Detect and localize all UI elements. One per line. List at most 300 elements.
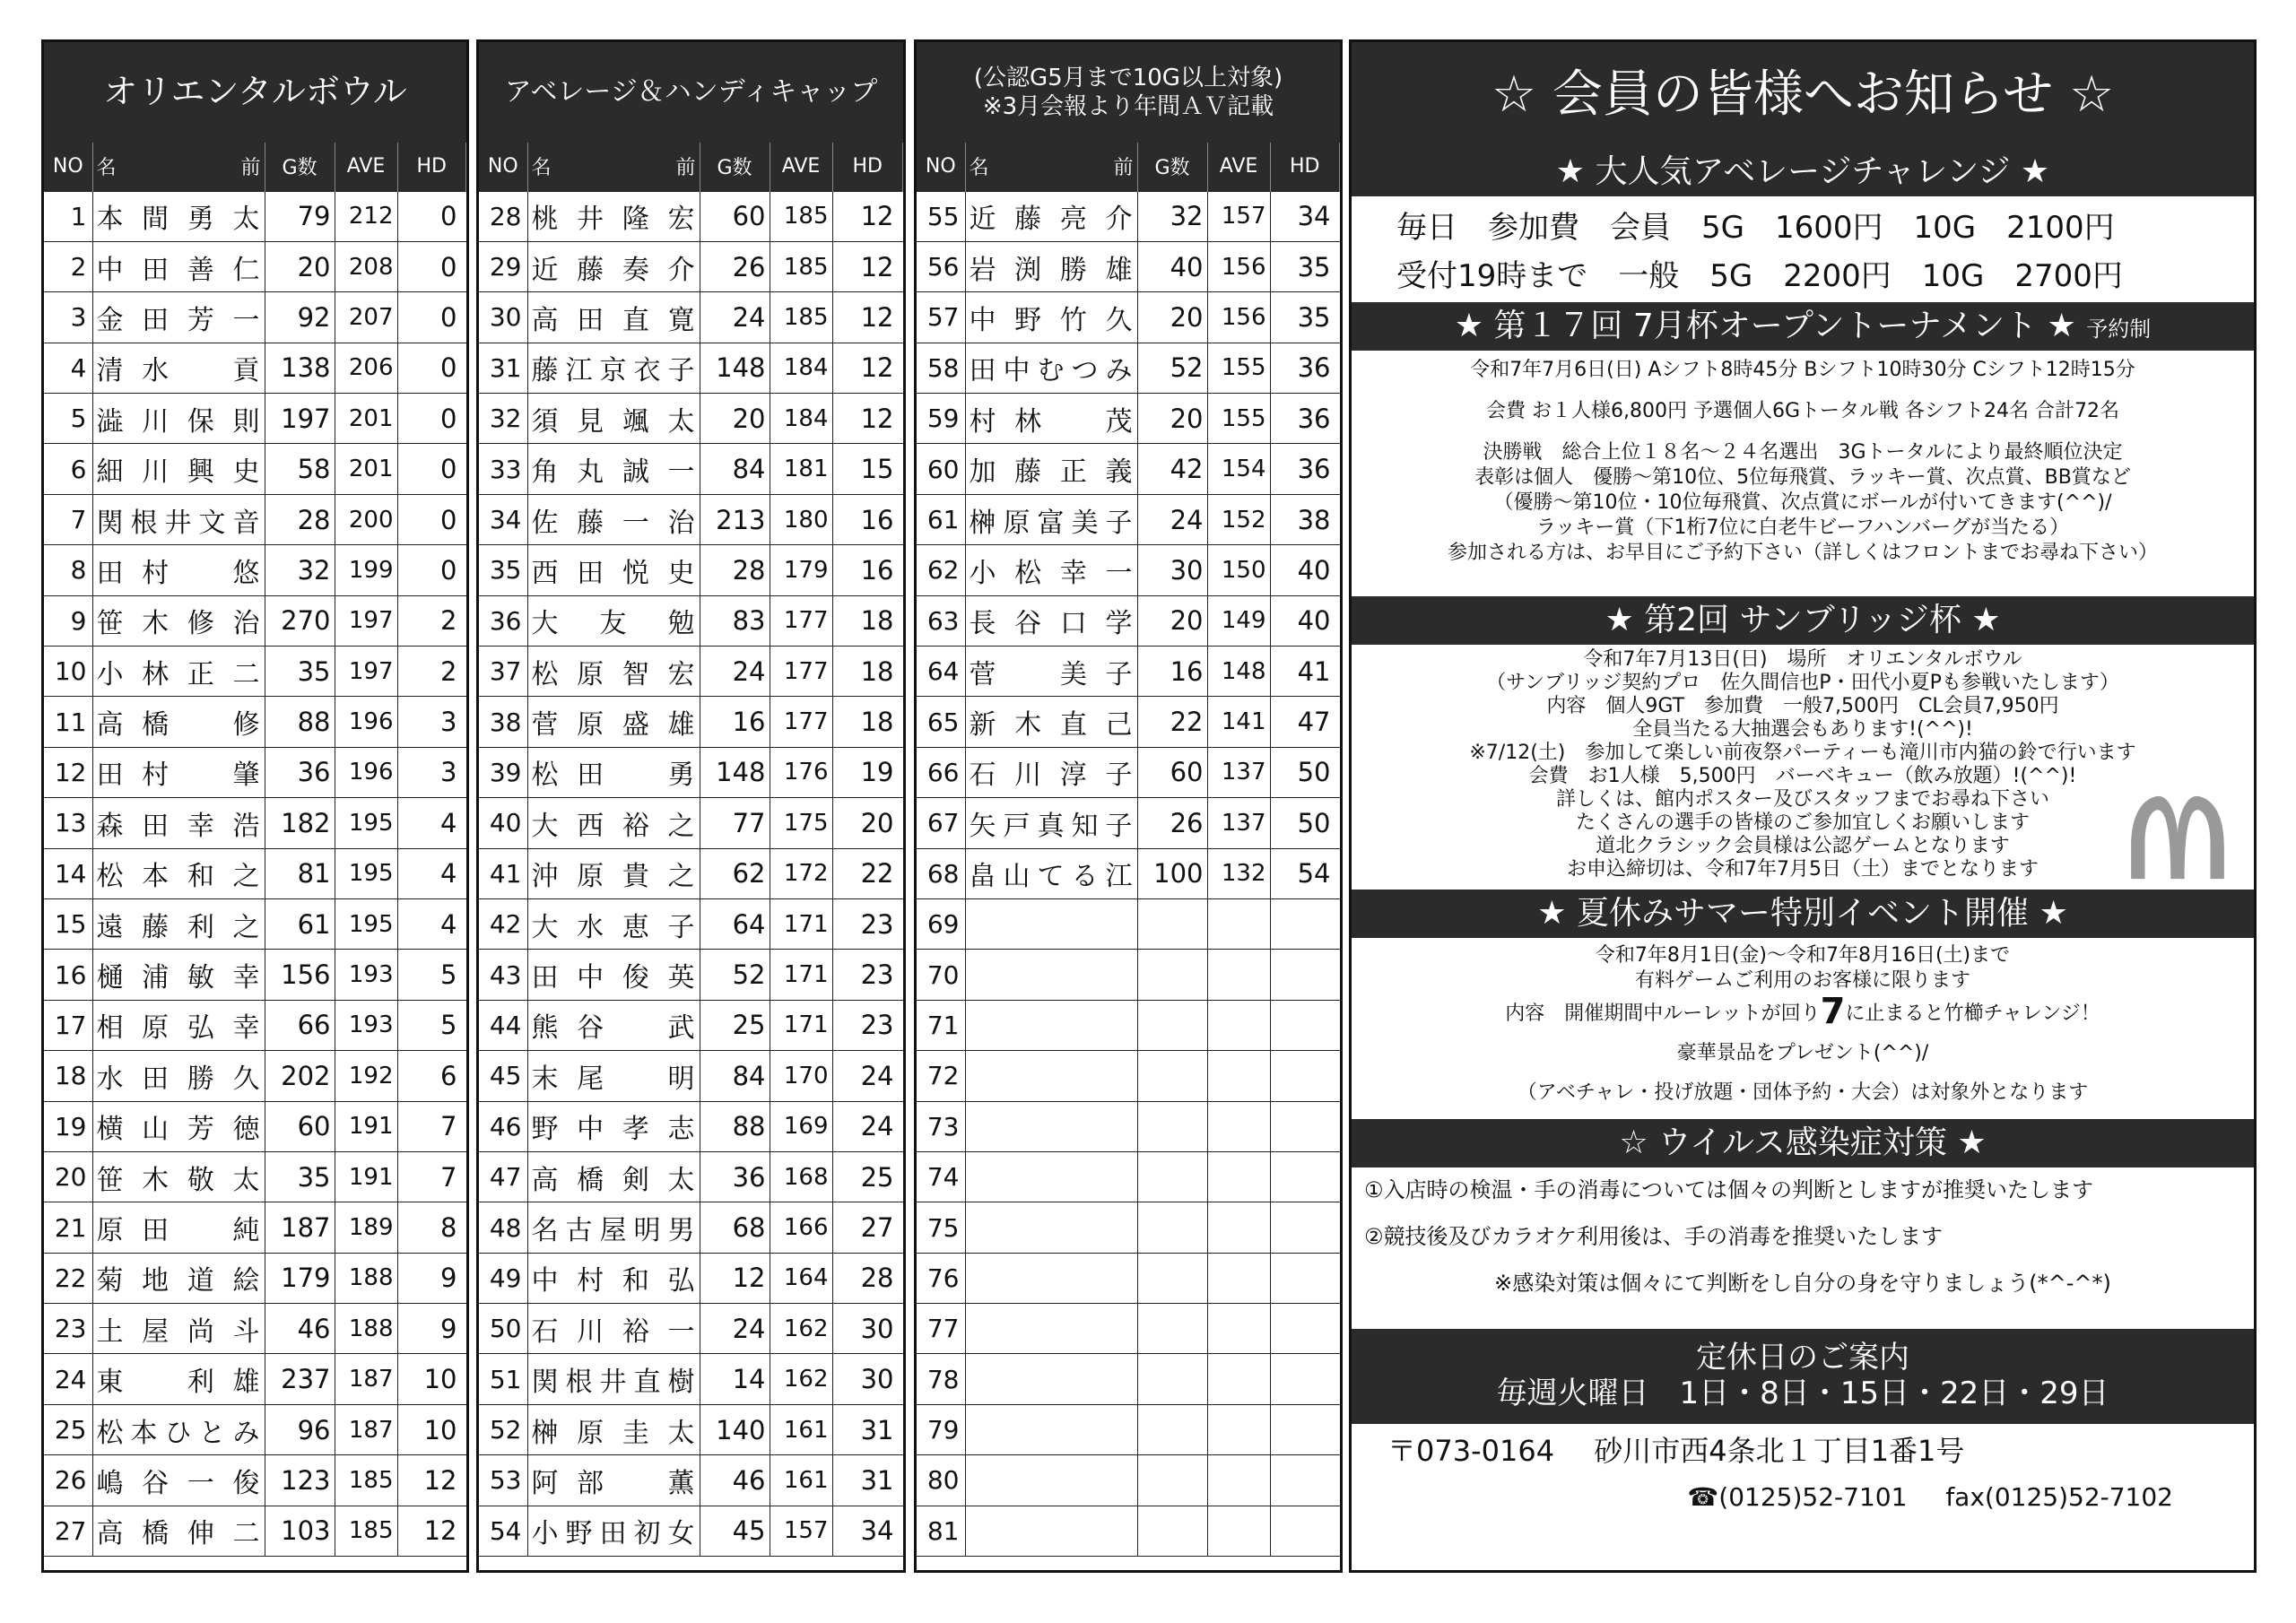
virus-header: ☆ ウイルス感染症対策 ★ xyxy=(1352,1119,2254,1167)
handicap-value: 5 xyxy=(397,1000,466,1050)
closed-title: 定休日のご案内 xyxy=(1696,1340,1909,1376)
games-count: 30 xyxy=(1137,545,1207,595)
average-score: 207 xyxy=(335,292,397,343)
average-score: 185 xyxy=(335,1455,397,1506)
player-name: 菊地道絵 xyxy=(92,1253,265,1303)
player-name: 野中孝志 xyxy=(527,1101,700,1151)
player-name xyxy=(965,1101,1137,1151)
player-name: 西田悦史 xyxy=(527,545,700,595)
average-score: 181 xyxy=(770,444,832,494)
average-score: 195 xyxy=(335,848,397,898)
table-row xyxy=(44,494,466,544)
games-count xyxy=(1137,950,1207,1000)
player-name: 近藤奏介 xyxy=(527,241,700,291)
sunbridge-line: 全員当たる大抽選会もあります!(^^)! xyxy=(1632,718,1973,741)
player-name xyxy=(965,1404,1137,1454)
games-count: 237 xyxy=(265,1354,335,1404)
rank-number: 26 xyxy=(44,1455,92,1506)
rank-number: 59 xyxy=(917,394,965,444)
player-name: 名古屋明男 xyxy=(527,1202,700,1253)
average-score: 177 xyxy=(770,697,832,747)
average-score: 195 xyxy=(335,898,397,949)
header-average: AVE xyxy=(335,143,397,191)
games-count: 25 xyxy=(700,1000,770,1050)
games-count: 32 xyxy=(1137,191,1207,241)
average-score xyxy=(1207,1455,1270,1506)
handicap-value: 0 xyxy=(397,444,466,494)
handicap-value: 16 xyxy=(832,545,903,595)
player-name: 矢戸真知子 xyxy=(965,798,1137,848)
games-count: 16 xyxy=(700,697,770,747)
handicap-value: 41 xyxy=(1270,647,1340,697)
average-score xyxy=(1207,950,1270,1000)
handicap-value: 7 xyxy=(397,1101,466,1151)
average-score: 149 xyxy=(1207,595,1270,646)
games-count: 77 xyxy=(700,798,770,848)
games-count: 182 xyxy=(265,798,335,848)
handicap-value: 0 xyxy=(397,545,466,595)
postal-code: 〒073-0164 xyxy=(1387,1434,1555,1468)
summer-line: 令和7年8月1日(金)～令和7年8月16日(土)まで xyxy=(1595,944,2011,967)
rank-number: 15 xyxy=(44,898,92,949)
player-name xyxy=(965,898,1137,949)
handicap-value xyxy=(1270,1455,1340,1506)
table-row xyxy=(479,950,903,1000)
player-name: 小松幸一 xyxy=(965,545,1137,595)
games-count: 103 xyxy=(265,1506,335,1556)
ranking-table xyxy=(479,143,903,1557)
rank-number: 3 xyxy=(44,292,92,343)
summer-body xyxy=(1352,938,2254,1119)
average-score xyxy=(1207,1202,1270,1253)
table-row xyxy=(44,1455,466,1506)
handicap-value: 22 xyxy=(832,848,903,898)
games-count xyxy=(1137,1000,1207,1050)
average-score: 161 xyxy=(770,1404,832,1454)
handicap-value: 35 xyxy=(1270,241,1340,291)
player-name: 桃井隆宏 xyxy=(527,191,700,241)
average-score: 187 xyxy=(335,1404,397,1454)
games-count: 187 xyxy=(265,1202,335,1253)
header-name-a: 名 xyxy=(531,157,552,180)
handicap-value xyxy=(1270,1253,1340,1303)
games-count: 22 xyxy=(1137,697,1207,747)
average-score: 137 xyxy=(1207,798,1270,848)
games-count: 100 xyxy=(1137,848,1207,898)
table-row xyxy=(479,545,903,595)
player-name: 近藤亮介 xyxy=(965,191,1137,241)
handicap-value xyxy=(1270,1304,1340,1354)
summer-line: 有料ゲームご利用のお客様に限ります xyxy=(1634,969,1970,992)
games-count: 42 xyxy=(1137,444,1207,494)
table-row xyxy=(479,241,903,291)
average-score: 199 xyxy=(335,545,397,595)
table-row xyxy=(479,1051,903,1101)
rank-number: 78 xyxy=(917,1354,965,1404)
rank-number: 62 xyxy=(917,545,965,595)
table-row xyxy=(44,1202,466,1253)
handicap-value: 12 xyxy=(397,1455,466,1506)
sunbridge-line: 内容 個人9GT 参加費 一般7,500円 CL会員7,950円 xyxy=(1546,695,2059,717)
average-score xyxy=(1207,1051,1270,1101)
rank-number: 30 xyxy=(479,292,527,343)
table-row xyxy=(44,1151,466,1202)
handicap-value: 24 xyxy=(832,1051,903,1101)
player-name: 松原智宏 xyxy=(527,647,700,697)
summer-content-c: に止まると竹櫛チャレンジ！ xyxy=(1845,1002,2100,1025)
rank-number: 19 xyxy=(44,1101,92,1151)
rank-number: 13 xyxy=(44,798,92,848)
average-score: 156 xyxy=(1207,292,1270,343)
table-row xyxy=(479,697,903,747)
avg-challenge-body xyxy=(1352,196,2254,302)
handicap-value: 25 xyxy=(832,1151,903,1202)
avg-challenge-line: 毎日 参加費 会員 5G 1600円 10G 2100円 xyxy=(1396,210,2115,246)
table-row xyxy=(44,798,466,848)
rank-number: 5 xyxy=(44,394,92,444)
phone-number: ☎(0125)52-7101 xyxy=(1687,1482,1908,1512)
ranking-table xyxy=(44,143,466,1557)
average-score: 197 xyxy=(335,595,397,646)
player-name: 新木直己 xyxy=(965,697,1137,747)
games-count xyxy=(1137,1404,1207,1454)
average-score: 177 xyxy=(770,647,832,697)
rank-number: 57 xyxy=(917,292,965,343)
games-count: 58 xyxy=(265,444,335,494)
rank-number: 33 xyxy=(479,444,527,494)
header-name-b: 前 xyxy=(1113,157,1134,180)
games-count: 88 xyxy=(265,697,335,747)
average-score: 196 xyxy=(335,697,397,747)
player-name: 中野竹久 xyxy=(965,292,1137,343)
handicap-value: 0 xyxy=(397,292,466,343)
average-score: 201 xyxy=(335,444,397,494)
table-row xyxy=(917,898,1340,949)
table-row xyxy=(479,647,903,697)
header-games: G数 xyxy=(1137,143,1207,191)
games-count: 24 xyxy=(700,292,770,343)
rank-number: 75 xyxy=(917,1202,965,1253)
games-count: 62 xyxy=(700,848,770,898)
player-name: 須見颯太 xyxy=(527,394,700,444)
average-score: 193 xyxy=(335,1000,397,1050)
table-row xyxy=(479,848,903,898)
address-block xyxy=(1352,1424,2254,1524)
games-count: 28 xyxy=(265,494,335,544)
average-score: 157 xyxy=(1207,191,1270,241)
player-name: 田中俊英 xyxy=(527,950,700,1000)
ranking-table xyxy=(917,143,1340,1557)
player-name: 田村 悠 xyxy=(92,545,265,595)
player-name: 笹木修治 xyxy=(92,595,265,646)
table-row xyxy=(479,1202,903,1253)
average-score: 185 xyxy=(770,241,832,291)
games-count xyxy=(1137,1354,1207,1404)
rank-number: 16 xyxy=(44,950,92,1000)
player-name: 澁川保則 xyxy=(92,394,265,444)
average-score: 185 xyxy=(770,191,832,241)
player-name: 小野田初女 xyxy=(527,1506,700,1556)
rank-number: 8 xyxy=(44,545,92,595)
panel-title-line2: ※3月会報より年間ＡＶ記載 xyxy=(982,93,1274,120)
games-count: 60 xyxy=(1137,747,1207,797)
rank-number: 71 xyxy=(917,1000,965,1050)
panel-title-line1: (公認G5月まで10G以上対象) xyxy=(973,64,1283,91)
games-count: 20 xyxy=(700,394,770,444)
table-row xyxy=(479,343,903,393)
average-score xyxy=(1207,1000,1270,1050)
handicap-value: 36 xyxy=(1270,444,1340,494)
player-name: 原田 純 xyxy=(92,1202,265,1253)
rank-number: 18 xyxy=(44,1051,92,1101)
table-row xyxy=(44,747,466,797)
table-row xyxy=(479,494,903,544)
handicap-value xyxy=(1270,1151,1340,1202)
table-row xyxy=(917,1404,1340,1454)
rank-number: 28 xyxy=(479,191,527,241)
table-row xyxy=(479,1151,903,1202)
average-score: 155 xyxy=(1207,394,1270,444)
rank-number: 14 xyxy=(44,848,92,898)
rank-number: 49 xyxy=(479,1253,527,1303)
average-score: 157 xyxy=(770,1506,832,1556)
rank-number: 22 xyxy=(44,1253,92,1303)
rank-number: 80 xyxy=(917,1455,965,1506)
summer-content-a: 内容 開催期間中ルーレットが回り xyxy=(1505,1002,1821,1025)
table-row xyxy=(917,697,1340,747)
games-count: 24 xyxy=(1137,494,1207,544)
games-count: 35 xyxy=(265,647,335,697)
player-name: 榊原富美子 xyxy=(965,494,1137,544)
player-name: 大 友 勉 xyxy=(527,595,700,646)
table-row xyxy=(479,595,903,646)
handicap-value: 35 xyxy=(1270,292,1340,343)
games-count xyxy=(1137,1151,1207,1202)
player-name: 東 利雄 xyxy=(92,1354,265,1404)
rank-number: 61 xyxy=(917,494,965,544)
handicap-value xyxy=(1270,1051,1340,1101)
table-row xyxy=(44,1000,466,1050)
notice-title: ☆ 会員の皆様へお知らせ ☆ xyxy=(1352,42,2254,148)
table-row xyxy=(917,545,1340,595)
table-row xyxy=(917,1101,1340,1151)
games-count: 60 xyxy=(265,1101,335,1151)
handicap-value: 7 xyxy=(397,1151,466,1202)
panel-title xyxy=(917,42,1340,143)
rank-number: 47 xyxy=(479,1151,527,1202)
rank-number: 45 xyxy=(479,1051,527,1101)
rank-number: 29 xyxy=(479,241,527,291)
header-average: AVE xyxy=(1207,143,1270,191)
average-score: 169 xyxy=(770,1101,832,1151)
handicap-value: 18 xyxy=(832,595,903,646)
handicap-value xyxy=(1270,1404,1340,1454)
table-row xyxy=(917,394,1340,444)
sunbridge-header: ★ 第2回 サンブリッジ杯 ★ xyxy=(1352,596,2254,645)
rank-number: 55 xyxy=(917,191,965,241)
handicap-value: 15 xyxy=(832,444,903,494)
games-count: 64 xyxy=(700,898,770,949)
table-row xyxy=(44,950,466,1000)
handicap-value: 10 xyxy=(397,1404,466,1454)
header-games: G数 xyxy=(700,143,770,191)
contact-line xyxy=(1387,1474,2218,1521)
header-games: G数 xyxy=(265,143,335,191)
player-name: 松本ひとみ xyxy=(92,1404,265,1454)
games-count: 84 xyxy=(700,1051,770,1101)
games-count: 81 xyxy=(265,848,335,898)
notice-panel xyxy=(1349,39,2257,1573)
table-row xyxy=(917,747,1340,797)
rank-number: 23 xyxy=(44,1304,92,1354)
games-count: 140 xyxy=(700,1404,770,1454)
games-count: 148 xyxy=(700,343,770,393)
rank-number: 69 xyxy=(917,898,965,949)
ranking-panel-3 xyxy=(914,39,1343,1573)
player-name: 横山芳徳 xyxy=(92,1101,265,1151)
handicap-value xyxy=(1270,1101,1340,1151)
open-tournament-header xyxy=(1352,302,2254,351)
table-row xyxy=(44,647,466,697)
table-row xyxy=(917,444,1340,494)
games-count xyxy=(1137,1506,1207,1556)
player-name: 細川興史 xyxy=(92,444,265,494)
table-row xyxy=(479,292,903,343)
sunbridge-line: 令和7年7月13日(日) 場所 オリエンタルボウル xyxy=(1583,648,2022,671)
handicap-value: 24 xyxy=(832,1101,903,1151)
table-row xyxy=(44,343,466,393)
games-count: 197 xyxy=(265,394,335,444)
handicap-value: 0 xyxy=(397,394,466,444)
avg-challenge-line: 受付19時まで 一般 5G 2200円 10G 2700円 xyxy=(1396,258,2123,294)
rank-number: 77 xyxy=(917,1304,965,1354)
rank-number: 21 xyxy=(44,1202,92,1253)
average-score: 171 xyxy=(770,950,832,1000)
open-line: 参加される方は、お早目にご予約下さい（詳しくはフロントまでお尋ね下さい） xyxy=(1447,542,2158,564)
handicap-value: 28 xyxy=(832,1253,903,1303)
average-score: 188 xyxy=(335,1304,397,1354)
rank-number: 9 xyxy=(44,595,92,646)
average-score xyxy=(1207,1151,1270,1202)
player-name: 畠山てる江 xyxy=(965,848,1137,898)
table-row xyxy=(917,595,1340,646)
handicap-value: 3 xyxy=(397,697,466,747)
rank-number: 73 xyxy=(917,1101,965,1151)
average-score: 168 xyxy=(770,1151,832,1202)
games-count: 138 xyxy=(265,343,335,393)
average-score: 148 xyxy=(1207,647,1270,697)
open-line: 決勝戦 総合上位１８名～２４名選出 3Gトータルにより最終順位決定 xyxy=(1483,441,2123,464)
header-name-a: 名 xyxy=(969,157,989,180)
rank-number: 48 xyxy=(479,1202,527,1253)
player-name xyxy=(965,1354,1137,1404)
virus-body xyxy=(1352,1167,2254,1329)
player-name: 笹木敬太 xyxy=(92,1151,265,1202)
average-score: 170 xyxy=(770,1051,832,1101)
player-name: 田村 肇 xyxy=(92,747,265,797)
average-score: 189 xyxy=(335,1202,397,1253)
handicap-value: 12 xyxy=(832,394,903,444)
sunbridge-line: 会費 お1人様 5,500円 バーベキュー（飲み放題）!(^^)! xyxy=(1528,765,2077,787)
average-score xyxy=(1207,898,1270,949)
games-count: 179 xyxy=(265,1253,335,1303)
rank-number: 39 xyxy=(479,747,527,797)
player-name: 村林 茂 xyxy=(965,394,1137,444)
handicap-value: 8 xyxy=(397,1202,466,1253)
header-no: NO xyxy=(917,143,965,191)
average-score: 162 xyxy=(770,1354,832,1404)
handicap-value xyxy=(1270,898,1340,949)
table-row xyxy=(479,1404,903,1454)
table-row xyxy=(479,1354,903,1404)
player-name xyxy=(965,1304,1137,1354)
player-name: 相原弘幸 xyxy=(92,1000,265,1050)
open-line: 令和7年7月6日(日) Aシフト8時45分 Bシフト10時30分 Cシフト12時15分 xyxy=(1470,359,2135,381)
player-name: 加藤正義 xyxy=(965,444,1137,494)
rank-number: 81 xyxy=(917,1506,965,1556)
handicap-value: 31 xyxy=(832,1455,903,1506)
rank-number: 6 xyxy=(44,444,92,494)
player-name: 角丸誠一 xyxy=(527,444,700,494)
games-count: 213 xyxy=(700,494,770,544)
table-row xyxy=(917,191,1340,241)
handicap-value: 12 xyxy=(832,241,903,291)
handicap-value: 20 xyxy=(832,798,903,848)
header-no: NO xyxy=(44,143,92,191)
average-score: 175 xyxy=(770,798,832,848)
table-row xyxy=(479,1304,903,1354)
header-name xyxy=(965,143,1137,191)
handicap-value: 0 xyxy=(397,494,466,544)
average-score: 166 xyxy=(770,1202,832,1253)
games-count xyxy=(1137,898,1207,949)
rank-number: 10 xyxy=(44,647,92,697)
player-name: 高田直寛 xyxy=(527,292,700,343)
games-count: 270 xyxy=(265,595,335,646)
handicap-value: 47 xyxy=(1270,697,1340,747)
open-line: ラッキー賞（下1桁7位に白老牛ビーフハンバーグが当たる） xyxy=(1535,516,2070,539)
rank-number: 58 xyxy=(917,343,965,393)
rank-number: 24 xyxy=(44,1354,92,1404)
table-row xyxy=(917,241,1340,291)
rank-number: 20 xyxy=(44,1151,92,1202)
virus-line: ※感染対策は個々にて判断をし自分の身を守りましょう(*^-^*) xyxy=(1494,1271,2111,1296)
rank-number: 34 xyxy=(479,494,527,544)
rank-number: 63 xyxy=(917,595,965,646)
average-score: 184 xyxy=(770,343,832,393)
table-row xyxy=(44,1101,466,1151)
player-name: 沖原貴之 xyxy=(527,848,700,898)
player-name xyxy=(965,1253,1137,1303)
ranking-panel-1 xyxy=(41,39,469,1573)
games-count: 46 xyxy=(265,1304,335,1354)
open-line: 表彰は個人 優勝～第10位、5位毎飛賞、ラッキー賞、次点賞、BB賞など xyxy=(1474,466,2131,489)
average-score: 180 xyxy=(770,494,832,544)
player-name: 大西裕之 xyxy=(527,798,700,848)
open-tournament-title: ★ 第１７回 7月杯オープントーナメント ★ xyxy=(1454,308,2076,344)
virus-line: ②競技後及びカラオケ利用後は、手の消毒を推奨いたします xyxy=(1364,1224,1944,1249)
player-name: 榊原圭太 xyxy=(527,1404,700,1454)
games-count: 14 xyxy=(700,1354,770,1404)
table-row xyxy=(917,1051,1340,1101)
handicap-value: 30 xyxy=(832,1354,903,1404)
table-row xyxy=(44,1404,466,1454)
sunbridge-body xyxy=(1352,645,2254,890)
handicap-value: 6 xyxy=(397,1051,466,1101)
rank-number: 65 xyxy=(917,697,965,747)
player-name: 石川裕一 xyxy=(527,1304,700,1354)
reservation-note: 予約制 xyxy=(2086,317,2152,342)
